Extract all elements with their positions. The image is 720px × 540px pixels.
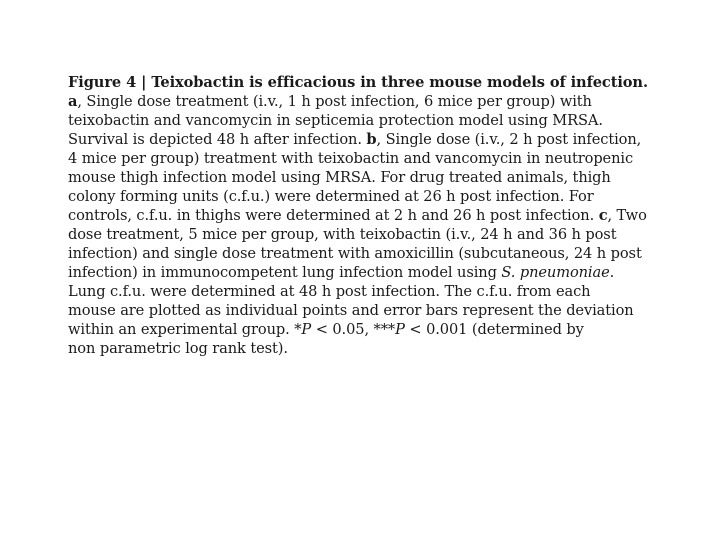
caption-line: [68, 225, 683, 244]
caption-line: [68, 92, 683, 111]
caption-text-segment: S. pneumoniae: [501, 264, 610, 281]
figure-caption: [68, 73, 683, 358]
caption-line: [68, 149, 683, 168]
caption-text-segment: .: [609, 264, 615, 281]
caption-text-segment: controls, c.f.u. in thighs were determined at 2 h and 26 h post infection.: [68, 207, 599, 224]
caption-text-segment: infection) and single dose treatment with amoxicillin (subcutaneous, 24 h post: [68, 245, 642, 262]
caption-text-segment: colony forming units (c.f.u.) were determined at 26 h post infection. For: [68, 188, 594, 205]
caption-line: [68, 168, 683, 187]
caption-line: [68, 282, 683, 301]
caption-text-segment: < 0.05, ***: [311, 321, 396, 338]
figure-title: Teixobactin is efficacious in three mouse models of infection.: [151, 74, 648, 91]
caption-text-segment: Lung c.f.u. were determined at 48 h post infection. The c.f.u. from each: [68, 283, 591, 300]
caption-line: [68, 244, 683, 263]
caption-line: [68, 187, 683, 206]
caption-text-segment: P: [395, 321, 405, 338]
caption-line: [68, 301, 683, 320]
figure-label: Figure 4 |: [68, 74, 152, 91]
caption-text-segment: mouse are plotted as individual points and error bars represent the deviation: [68, 302, 634, 319]
caption-text-segment: Survival is depicted 48 h after infection.: [68, 131, 367, 148]
caption-text-segment: < 0.001 (determined by: [404, 321, 584, 338]
caption-text-segment: a: [68, 93, 78, 110]
caption-text-segment: mouse thigh infection model using MRSA. For drug treated animals, thigh: [68, 169, 611, 186]
caption-text-segment: c: [598, 207, 608, 224]
caption-text-segment: infection) in immunocompetent lung infection model using: [68, 264, 502, 281]
caption-line: [68, 111, 683, 130]
caption-text-segment: , Single dose (i.v., 2 h post infection,: [376, 131, 642, 148]
caption-text-segment: dose treatment, 5 mice per group, with teixobactin (i.v., 24 h and 36 h post: [68, 226, 617, 243]
caption-text-segment: within an experimental group. *: [68, 321, 302, 338]
caption-text-segment: non parametric log rank test).: [68, 340, 288, 357]
caption-line: [68, 263, 683, 282]
caption-text-segment: , Single dose treatment (i.v., 1 h post infection, 6 mice per group) with: [77, 93, 592, 110]
caption-line: [68, 206, 683, 225]
caption-line: [68, 130, 683, 149]
caption-body: [68, 92, 683, 358]
caption-text-segment: P: [301, 321, 312, 338]
caption-text-segment: b: [366, 131, 377, 148]
caption-text-segment: , Two: [607, 207, 647, 224]
caption-text-segment: 4 mice per group) treatment with teixobactin and vancomycin in neutropenic: [68, 150, 634, 167]
caption-text-segment: teixobactin and vancomycin in septicemia protection model using MRSA.: [68, 112, 603, 129]
caption-line: [68, 339, 683, 358]
caption-line: [68, 320, 683, 339]
caption-title-line: [68, 73, 683, 92]
